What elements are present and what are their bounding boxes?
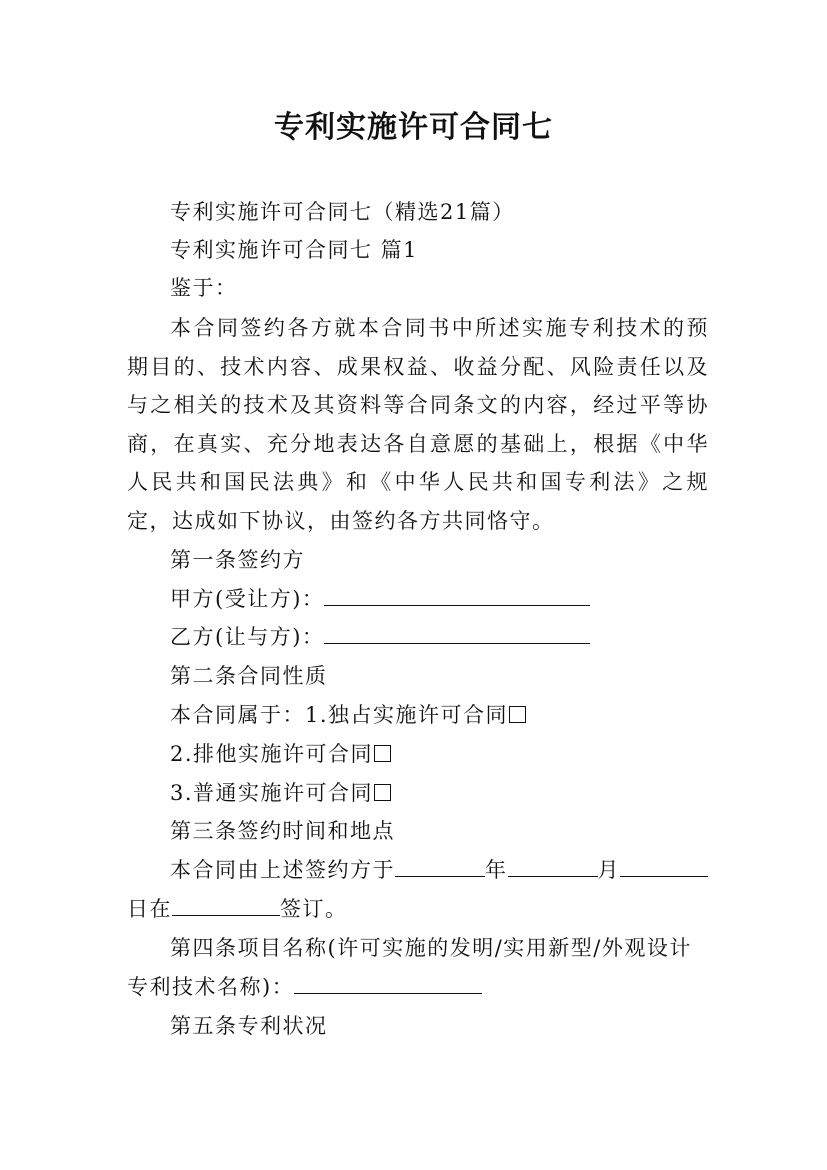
article5-title: 第五条专利状况 xyxy=(170,1014,328,1038)
signing-prefix: 本合同由上述签约方于 xyxy=(170,858,395,882)
document-subtitle: 专利实施许可合同七（精选21篇） xyxy=(170,200,515,224)
party-b-line xyxy=(170,623,750,651)
signed-label: 签订。 xyxy=(280,897,348,921)
option3-checkbox[interactable] xyxy=(374,784,391,801)
option3-line xyxy=(170,779,750,807)
preamble-paragraph: 本合同签约各方就本合同书中所述实施专利技术的预期目的、技术内容、成果权益、收益分配、风险责任以及与之相关的技术及其资料等合同条文的内容，经过平等协商，在真实、充分地表达各自意愿的基础上，根据《中华人民共和国民法典》和《中华人民共和国专利法》之规定，达成如下协议，由签约各方共同恪守。 xyxy=(127,316,709,533)
article2-title: 第二条合同性质 xyxy=(170,664,328,688)
option2-label: 2.排他实施许可合同 xyxy=(170,742,374,766)
party-b-label: 乙方(让与方)： xyxy=(170,625,325,649)
project-name-blank[interactable] xyxy=(294,973,482,994)
section-heading: 专利实施许可合同七 篇1 xyxy=(170,238,419,262)
day-label: 日在 xyxy=(127,897,172,921)
day-blank[interactable] xyxy=(620,856,708,877)
month-label: 月 xyxy=(597,858,620,882)
party-a-blank[interactable] xyxy=(324,585,590,606)
article4-label: 专利技术名称)： xyxy=(127,975,295,999)
option2-checkbox[interactable] xyxy=(374,745,391,762)
year-blank[interactable] xyxy=(395,856,485,877)
whereas-label: 鉴于： xyxy=(170,276,238,300)
party-a-line xyxy=(170,585,750,613)
option1-checkbox[interactable] xyxy=(509,706,526,723)
option1-label: 1.独占实施许可合同 xyxy=(305,703,509,727)
article4-line2 xyxy=(127,973,707,1001)
article1-title: 第一条签约方 xyxy=(170,548,305,572)
month-blank[interactable] xyxy=(508,856,598,877)
signing-place-line xyxy=(127,895,707,923)
year-label: 年 xyxy=(485,858,508,882)
signing-date-line xyxy=(170,856,750,884)
document-title: 专利实施许可合同七 xyxy=(274,110,553,145)
article4-line1: 第四条项目名称(许可实施的发明/实用新型/外观设计 xyxy=(170,936,692,960)
party-b-blank[interactable] xyxy=(324,623,590,644)
contract-type-intro: 本合同属于： xyxy=(170,703,305,727)
contract-type-line xyxy=(170,701,750,729)
article3-title: 第三条签约时间和地点 xyxy=(170,819,395,843)
option2-line xyxy=(170,740,750,768)
option3-label: 3.普通实施许可合同 xyxy=(170,781,374,805)
place-blank[interactable] xyxy=(172,895,280,916)
party-a-label: 甲方(受让方)： xyxy=(170,587,325,611)
